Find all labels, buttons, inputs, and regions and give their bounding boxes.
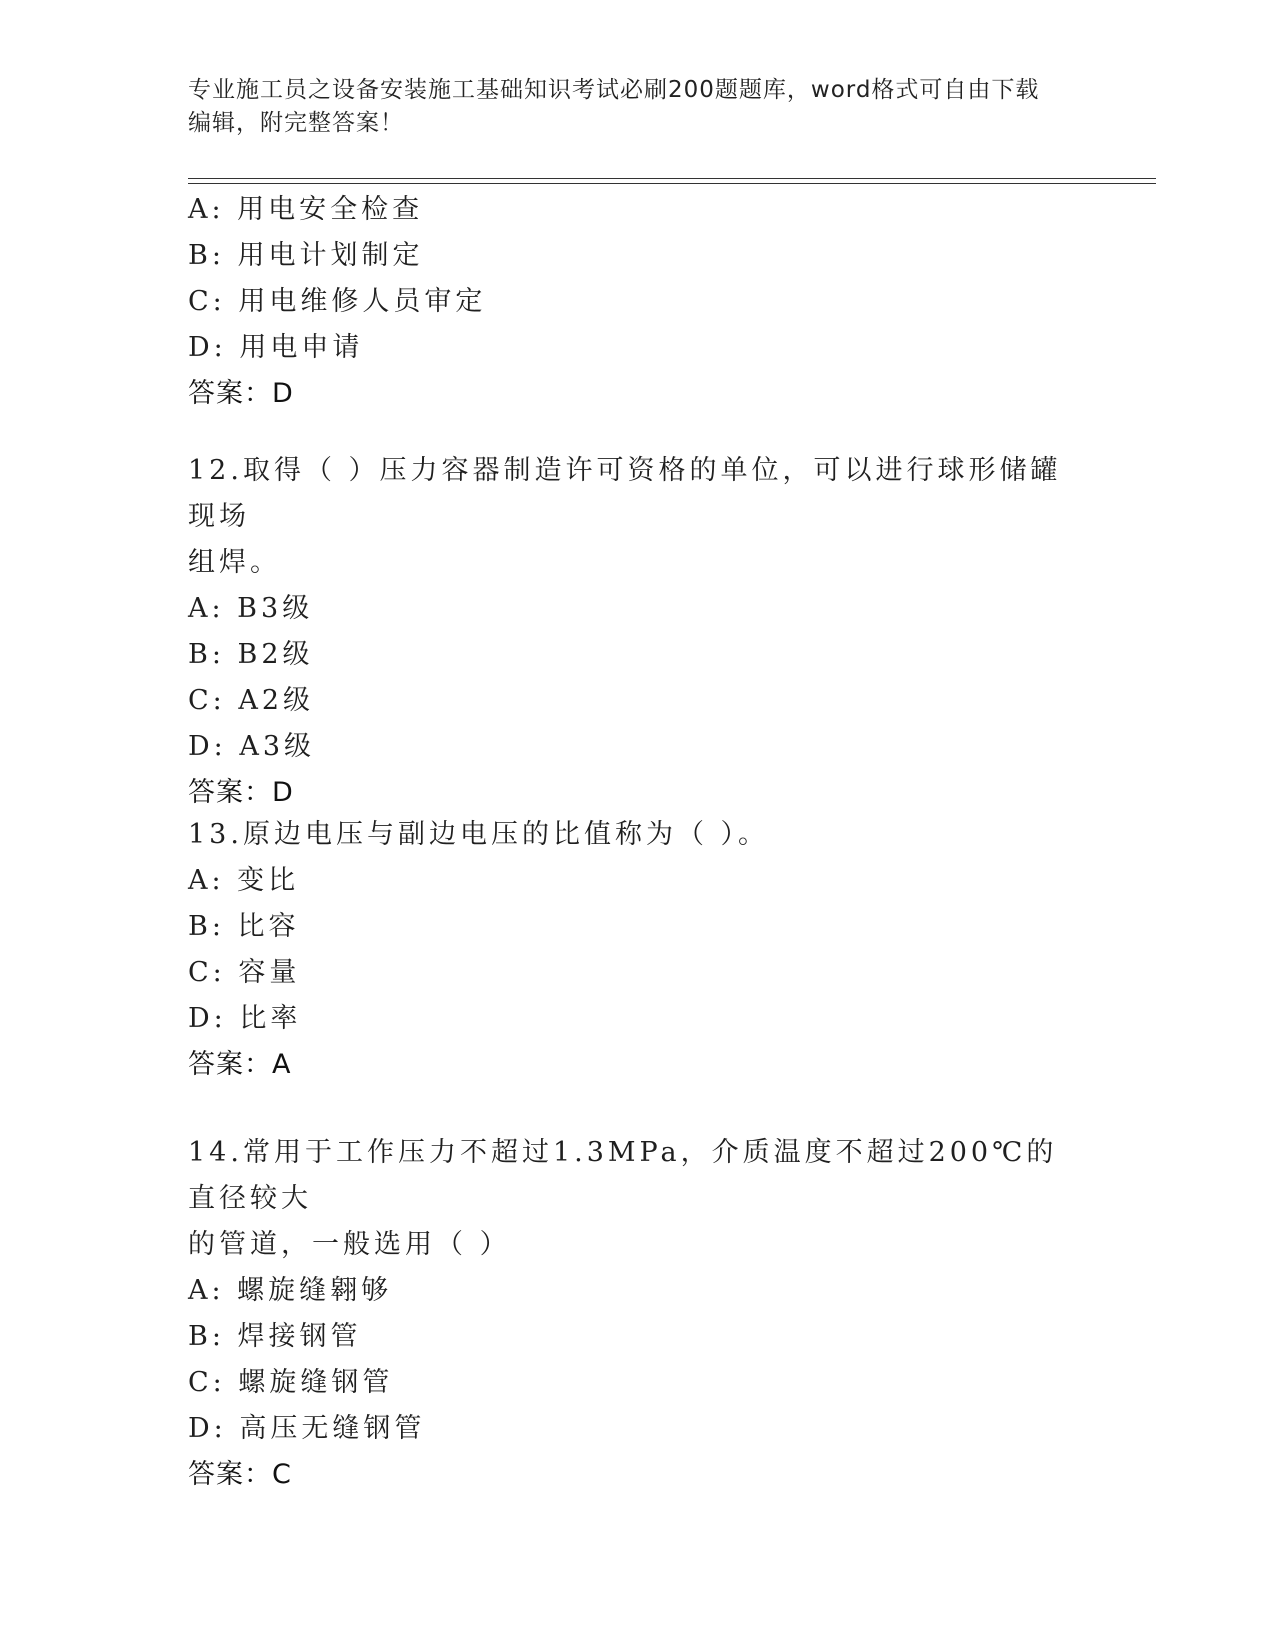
option-c: C: 容量 — [188, 957, 301, 988]
question-text-line-1: 12.取得（ ）压力容器制造许可资格的单位，可以进行球形储罐现场 — [188, 455, 1062, 532]
option-c: C: 用电维修人员审定 — [188, 286, 487, 317]
option-a: A: 用电安全检查 — [188, 194, 424, 225]
question-text-line-2: 的管道，一般选用（ ） — [188, 1229, 511, 1260]
question-13-block — [188, 812, 1088, 1088]
answer-line: 答案：C — [188, 1459, 292, 1490]
option-a: A: B3级 — [188, 593, 314, 624]
option-c: C: 螺旋缝钢管 — [188, 1367, 394, 1398]
option-b: B: 比容 — [188, 911, 300, 942]
header-line-2: 编辑，附完整答案！ — [188, 110, 404, 136]
question-14-block — [188, 1130, 1088, 1498]
option-c: C: A2级 — [188, 685, 315, 716]
answer-line: 答案：A — [188, 1049, 292, 1080]
question-text-line-1: 13.原边电压与副边电压的比值称为（ ）。 — [188, 819, 770, 850]
document-header — [188, 74, 1088, 140]
option-d: D: 用电申请 — [188, 332, 364, 363]
header-divider-bottom — [188, 183, 1156, 184]
option-b: B: 焊接钢管 — [188, 1321, 362, 1352]
answer-line: 答案：D — [188, 378, 294, 409]
option-d: D: 高压无缝钢管 — [188, 1413, 426, 1444]
header-divider-top — [188, 178, 1156, 179]
option-b: B: B2级 — [188, 639, 314, 670]
question-text-line-1: 14.常用于工作压力不超过1.3MPa，介质温度不超过200℃的直径较大 — [188, 1137, 1058, 1214]
option-a: A: 螺旋缝翱够 — [188, 1275, 393, 1306]
question-12-block — [188, 448, 1088, 816]
header-line-1: 专业施工员之设备安装施工基础知识考试必刷200题题库，word格式可自由下载 — [188, 77, 1040, 103]
question-11-block — [188, 187, 1088, 417]
answer-line: 答案：D — [188, 777, 294, 808]
option-d: D: A3级 — [188, 731, 316, 762]
question-text-line-2: 组焊。 — [188, 547, 281, 578]
option-b: B: 用电计划制定 — [188, 240, 424, 271]
option-d: D: 比率 — [188, 1003, 302, 1034]
option-a: A: 变比 — [188, 865, 300, 896]
